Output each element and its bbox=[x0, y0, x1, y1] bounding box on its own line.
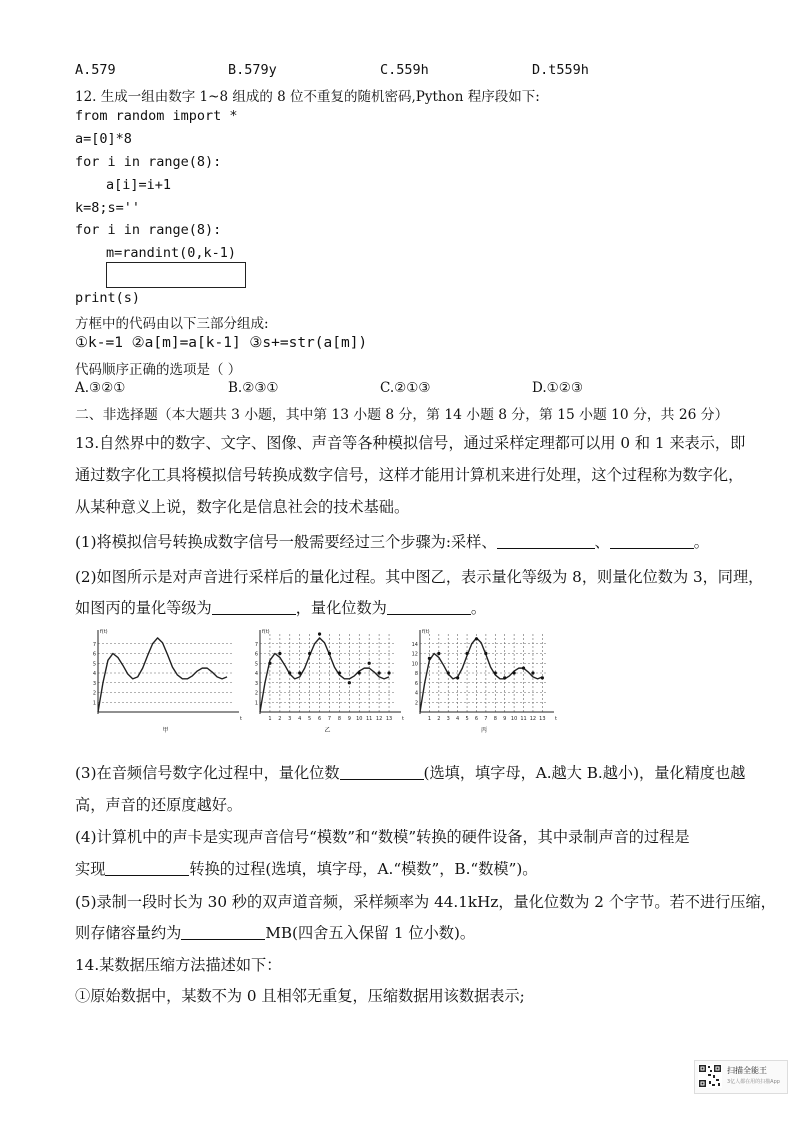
sample-point bbox=[378, 671, 381, 674]
q11-option-d: D.t559h bbox=[532, 62, 589, 78]
q13-part4-text-a: 实现 bbox=[75, 860, 106, 878]
answer-blank[interactable] bbox=[387, 599, 471, 615]
code-line: print(s) bbox=[75, 290, 141, 306]
badge-subtitle: 3亿人都在用的扫描App bbox=[727, 1079, 780, 1085]
sample-point bbox=[522, 667, 525, 670]
y-axis-label: f(t) bbox=[262, 629, 270, 635]
q12-option-c: C.②①③ bbox=[380, 380, 431, 396]
sample-point bbox=[298, 671, 301, 674]
x-tick-label: 8 bbox=[493, 716, 497, 722]
section-heading: 二、非选择题（本大题共 3 小题，其中第 13 小题 8 分，第 14 小题 8 分，第 15 小题 10 分，共 26 分） bbox=[75, 407, 729, 423]
sample-point bbox=[358, 671, 361, 674]
signal-curve bbox=[420, 638, 542, 712]
sample-point bbox=[484, 652, 487, 655]
x-tick-label: 7 bbox=[327, 716, 332, 722]
x-axis-label: t bbox=[555, 716, 557, 722]
x-tick-label: 8 bbox=[337, 716, 342, 722]
code-line: for i in range(8): bbox=[75, 154, 222, 170]
y-tick-label: 7 bbox=[92, 641, 96, 648]
y-tick-label: 14 bbox=[411, 641, 418, 648]
x-tick-label: 2 bbox=[437, 716, 441, 722]
q13-part1 bbox=[75, 531, 709, 552]
x-tick-label: 1 bbox=[268, 716, 272, 722]
x-tick-label: 6 bbox=[474, 716, 479, 722]
q12-option-d: D.①②③ bbox=[532, 380, 583, 396]
q12-box-intro: 方框中的代码由以下三部分组成: bbox=[75, 316, 269, 332]
q13-part5-text-a: 则存储容量约为 bbox=[75, 924, 182, 942]
x-tick-label: 13 bbox=[539, 716, 546, 722]
q14-intro: 14.某数据压缩方法描述如下： bbox=[75, 956, 282, 974]
q13-part2-line1: (2)如图所示是对声音进行采样后的量化过程。其中图乙，表示量化等级为 8，则量化位数为 3，同理， bbox=[75, 568, 764, 586]
x-tick-label: 7 bbox=[484, 716, 488, 722]
chart-caption: 甲 bbox=[162, 727, 169, 734]
q13-part3-text-b: (选填，填字母，A.越大 B.越小)，量化精度也越 bbox=[423, 764, 746, 782]
x-tick-label: 1 bbox=[427, 716, 432, 722]
y-tick-label: 4 bbox=[254, 671, 258, 677]
y-tick-label: 8 bbox=[414, 671, 418, 677]
sample-point bbox=[268, 662, 271, 665]
y-tick-label: 1 bbox=[254, 700, 258, 707]
sample-point bbox=[437, 652, 440, 655]
y-tick-label: 3 bbox=[92, 680, 96, 687]
q13-part5-line2 bbox=[75, 922, 475, 943]
y-axis-label: f(t) bbox=[422, 629, 430, 635]
y-tick-label: 5 bbox=[92, 661, 96, 668]
sample-point bbox=[447, 671, 450, 674]
y-tick-label: 12 bbox=[411, 651, 418, 658]
q12-parts: ①k-=1 ②a[m]=a[k-1] ③s+=str(a[m]) bbox=[75, 335, 368, 351]
q13-part2-text-c: 。 bbox=[470, 599, 486, 617]
q13-part4-line1: (4)计算机中的声卡是实现声音信号“模数”和“数模”转换的硬件设备，其中录制声音的过程是 bbox=[75, 828, 690, 846]
q13-part1-text: (1)将模拟信号转换成数字信号一般需要经过三个步骤为:采样、 bbox=[75, 533, 497, 551]
sample-point bbox=[428, 657, 431, 660]
qr-code-icon bbox=[698, 1064, 722, 1088]
q13-intro-line: 通过数字化工具将模拟信号转换成数字信号，这样才能用计算机来进行处理，这个过程称为数字化， bbox=[75, 466, 744, 484]
x-tick-label: 3 bbox=[288, 716, 292, 722]
code-answer-box[interactable] bbox=[106, 262, 246, 288]
signal-curve bbox=[98, 638, 227, 712]
x-tick-label: 11 bbox=[520, 716, 527, 722]
y-tick-label: 4 bbox=[414, 690, 418, 697]
signal-curve bbox=[260, 638, 389, 712]
sample-point bbox=[308, 652, 311, 655]
y-tick-label: 6 bbox=[414, 680, 418, 687]
badge-title: 扫描全能王 bbox=[727, 1066, 767, 1075]
x-tick-label: 5 bbox=[465, 716, 469, 722]
q13-part3-line1 bbox=[75, 762, 745, 783]
q13-part1-end: 。 bbox=[693, 533, 709, 551]
y-tick-label: 4 bbox=[92, 671, 96, 677]
sample-point bbox=[503, 676, 506, 679]
y-tick-label: 10 bbox=[411, 661, 418, 668]
y-tick-label: 1 bbox=[92, 700, 96, 707]
y-tick-label: 6 bbox=[92, 651, 96, 658]
x-tick-label: 6 bbox=[317, 716, 322, 722]
y-tick-label: 6 bbox=[254, 651, 258, 658]
q13-part3-text-a: (3)在音频信号数字化过程中，量化位数 bbox=[75, 764, 340, 782]
x-axis-label: t bbox=[240, 716, 242, 722]
code-line: m=randint(0,k-1) bbox=[106, 245, 237, 261]
y-tick-label: 2 bbox=[92, 690, 96, 697]
answer-blank[interactable] bbox=[105, 860, 189, 876]
answer-blank[interactable] bbox=[340, 764, 424, 780]
q13-intro-line: 13.自然界中的数字、文字、图像、声音等各种模拟信号，通过采样定理都可以用 0 和 1 来表示，即 bbox=[75, 434, 746, 452]
q12-option-a: A.③②① bbox=[75, 380, 126, 396]
y-tick-label: 2 bbox=[414, 700, 418, 707]
answer-blank[interactable] bbox=[497, 533, 595, 549]
x-tick-label: 4 bbox=[298, 716, 302, 722]
code-line: from random import * bbox=[75, 108, 238, 124]
sample-point bbox=[288, 671, 291, 674]
y-axis-label: f(t) bbox=[100, 629, 108, 635]
answer-blank[interactable] bbox=[212, 599, 296, 615]
x-tick-label: 13 bbox=[385, 716, 393, 722]
q13-part3-line2: 高，声音的还原度越好。 bbox=[75, 796, 243, 814]
q13-part5-text-b: MB(四舍五入保留 1 位小数)。 bbox=[265, 924, 476, 942]
x-tick-label: 12 bbox=[375, 716, 383, 722]
q12-option-b: B.②③① bbox=[228, 380, 279, 396]
sample-point bbox=[328, 652, 331, 655]
y-tick-label: 7 bbox=[254, 641, 258, 648]
sample-point bbox=[338, 671, 341, 674]
x-tick-label: 9 bbox=[503, 716, 507, 722]
x-tick-label: 3 bbox=[446, 716, 450, 722]
sample-point bbox=[513, 671, 516, 674]
code-line: k=8;s='' bbox=[75, 200, 141, 216]
x-tick-label: 12 bbox=[529, 716, 537, 722]
sample-point bbox=[465, 652, 468, 655]
q13-part4-text-b: 转换的过程(选填，填字母，A.“模数”，B.“数模”)。 bbox=[189, 860, 538, 878]
x-tick-label: 11 bbox=[366, 716, 373, 722]
sample-point bbox=[494, 671, 497, 674]
answer-blank[interactable] bbox=[610, 533, 694, 549]
code-line: a[i]=i+1 bbox=[106, 177, 172, 193]
y-tick-label: 3 bbox=[254, 680, 258, 687]
x-tick-label: 2 bbox=[278, 716, 282, 722]
x-axis-label: t bbox=[402, 716, 404, 722]
q11-option-b: B.579y bbox=[228, 62, 277, 78]
q14-part1: ①原始数据中，某数不为 0 且相邻无重复，压缩数据用该数据表示; bbox=[75, 987, 525, 1005]
q13-part5-line1: (5)录制一段时长为 30 秒的双声道音频，采样频率为 44.1kHz，量化位数为 2 个字节。若不进行压缩， bbox=[75, 893, 776, 911]
q13-part1-sep: 、 bbox=[594, 533, 610, 551]
chart-caption: 乙 bbox=[324, 727, 331, 734]
x-tick-label: 9 bbox=[347, 716, 351, 722]
q13-part4-line2 bbox=[75, 858, 537, 879]
chart-caption: 丙 bbox=[480, 727, 488, 734]
sample-point bbox=[278, 652, 281, 655]
q13-part2-text-b: ，量化位数为 bbox=[295, 599, 387, 617]
sample-point bbox=[318, 632, 321, 635]
sample-point bbox=[348, 681, 351, 684]
sample-point bbox=[531, 671, 534, 674]
x-tick-label: 10 bbox=[356, 716, 363, 722]
quantization-charts bbox=[88, 628, 648, 740]
q12-ask: 代码顺序正确的选项是（ ） bbox=[75, 362, 242, 378]
q11-option-a: A.579 bbox=[75, 62, 116, 78]
q11-option-c: C.559h bbox=[380, 62, 429, 78]
sample-point bbox=[387, 671, 390, 674]
code-line: a=[0]*8 bbox=[75, 131, 132, 147]
x-tick-label: 10 bbox=[510, 716, 518, 722]
q13-part2-line2 bbox=[75, 597, 486, 618]
sample-point bbox=[456, 676, 459, 679]
y-tick-label: 2 bbox=[254, 690, 258, 697]
scanner-watermark bbox=[694, 1060, 788, 1094]
y-tick-label: 5 bbox=[254, 661, 258, 668]
answer-blank[interactable] bbox=[181, 924, 265, 940]
sample-point bbox=[541, 676, 544, 679]
x-tick-label: 5 bbox=[308, 716, 312, 722]
q13-part2-text-a: 如图丙的量化等级为 bbox=[75, 599, 212, 617]
x-tick-label: 4 bbox=[456, 716, 460, 722]
sample-point bbox=[475, 637, 478, 640]
sample-point bbox=[368, 662, 371, 665]
code-line: for i in range(8): bbox=[75, 222, 222, 238]
q13-intro-line: 从某种意义上说，数字化是信息社会的技术基础。 bbox=[75, 498, 410, 516]
q12-stem: 12. 生成一组由数字 1~8 组成的 8 位不重复的随机密码,Python 程序段如下: bbox=[75, 89, 540, 105]
